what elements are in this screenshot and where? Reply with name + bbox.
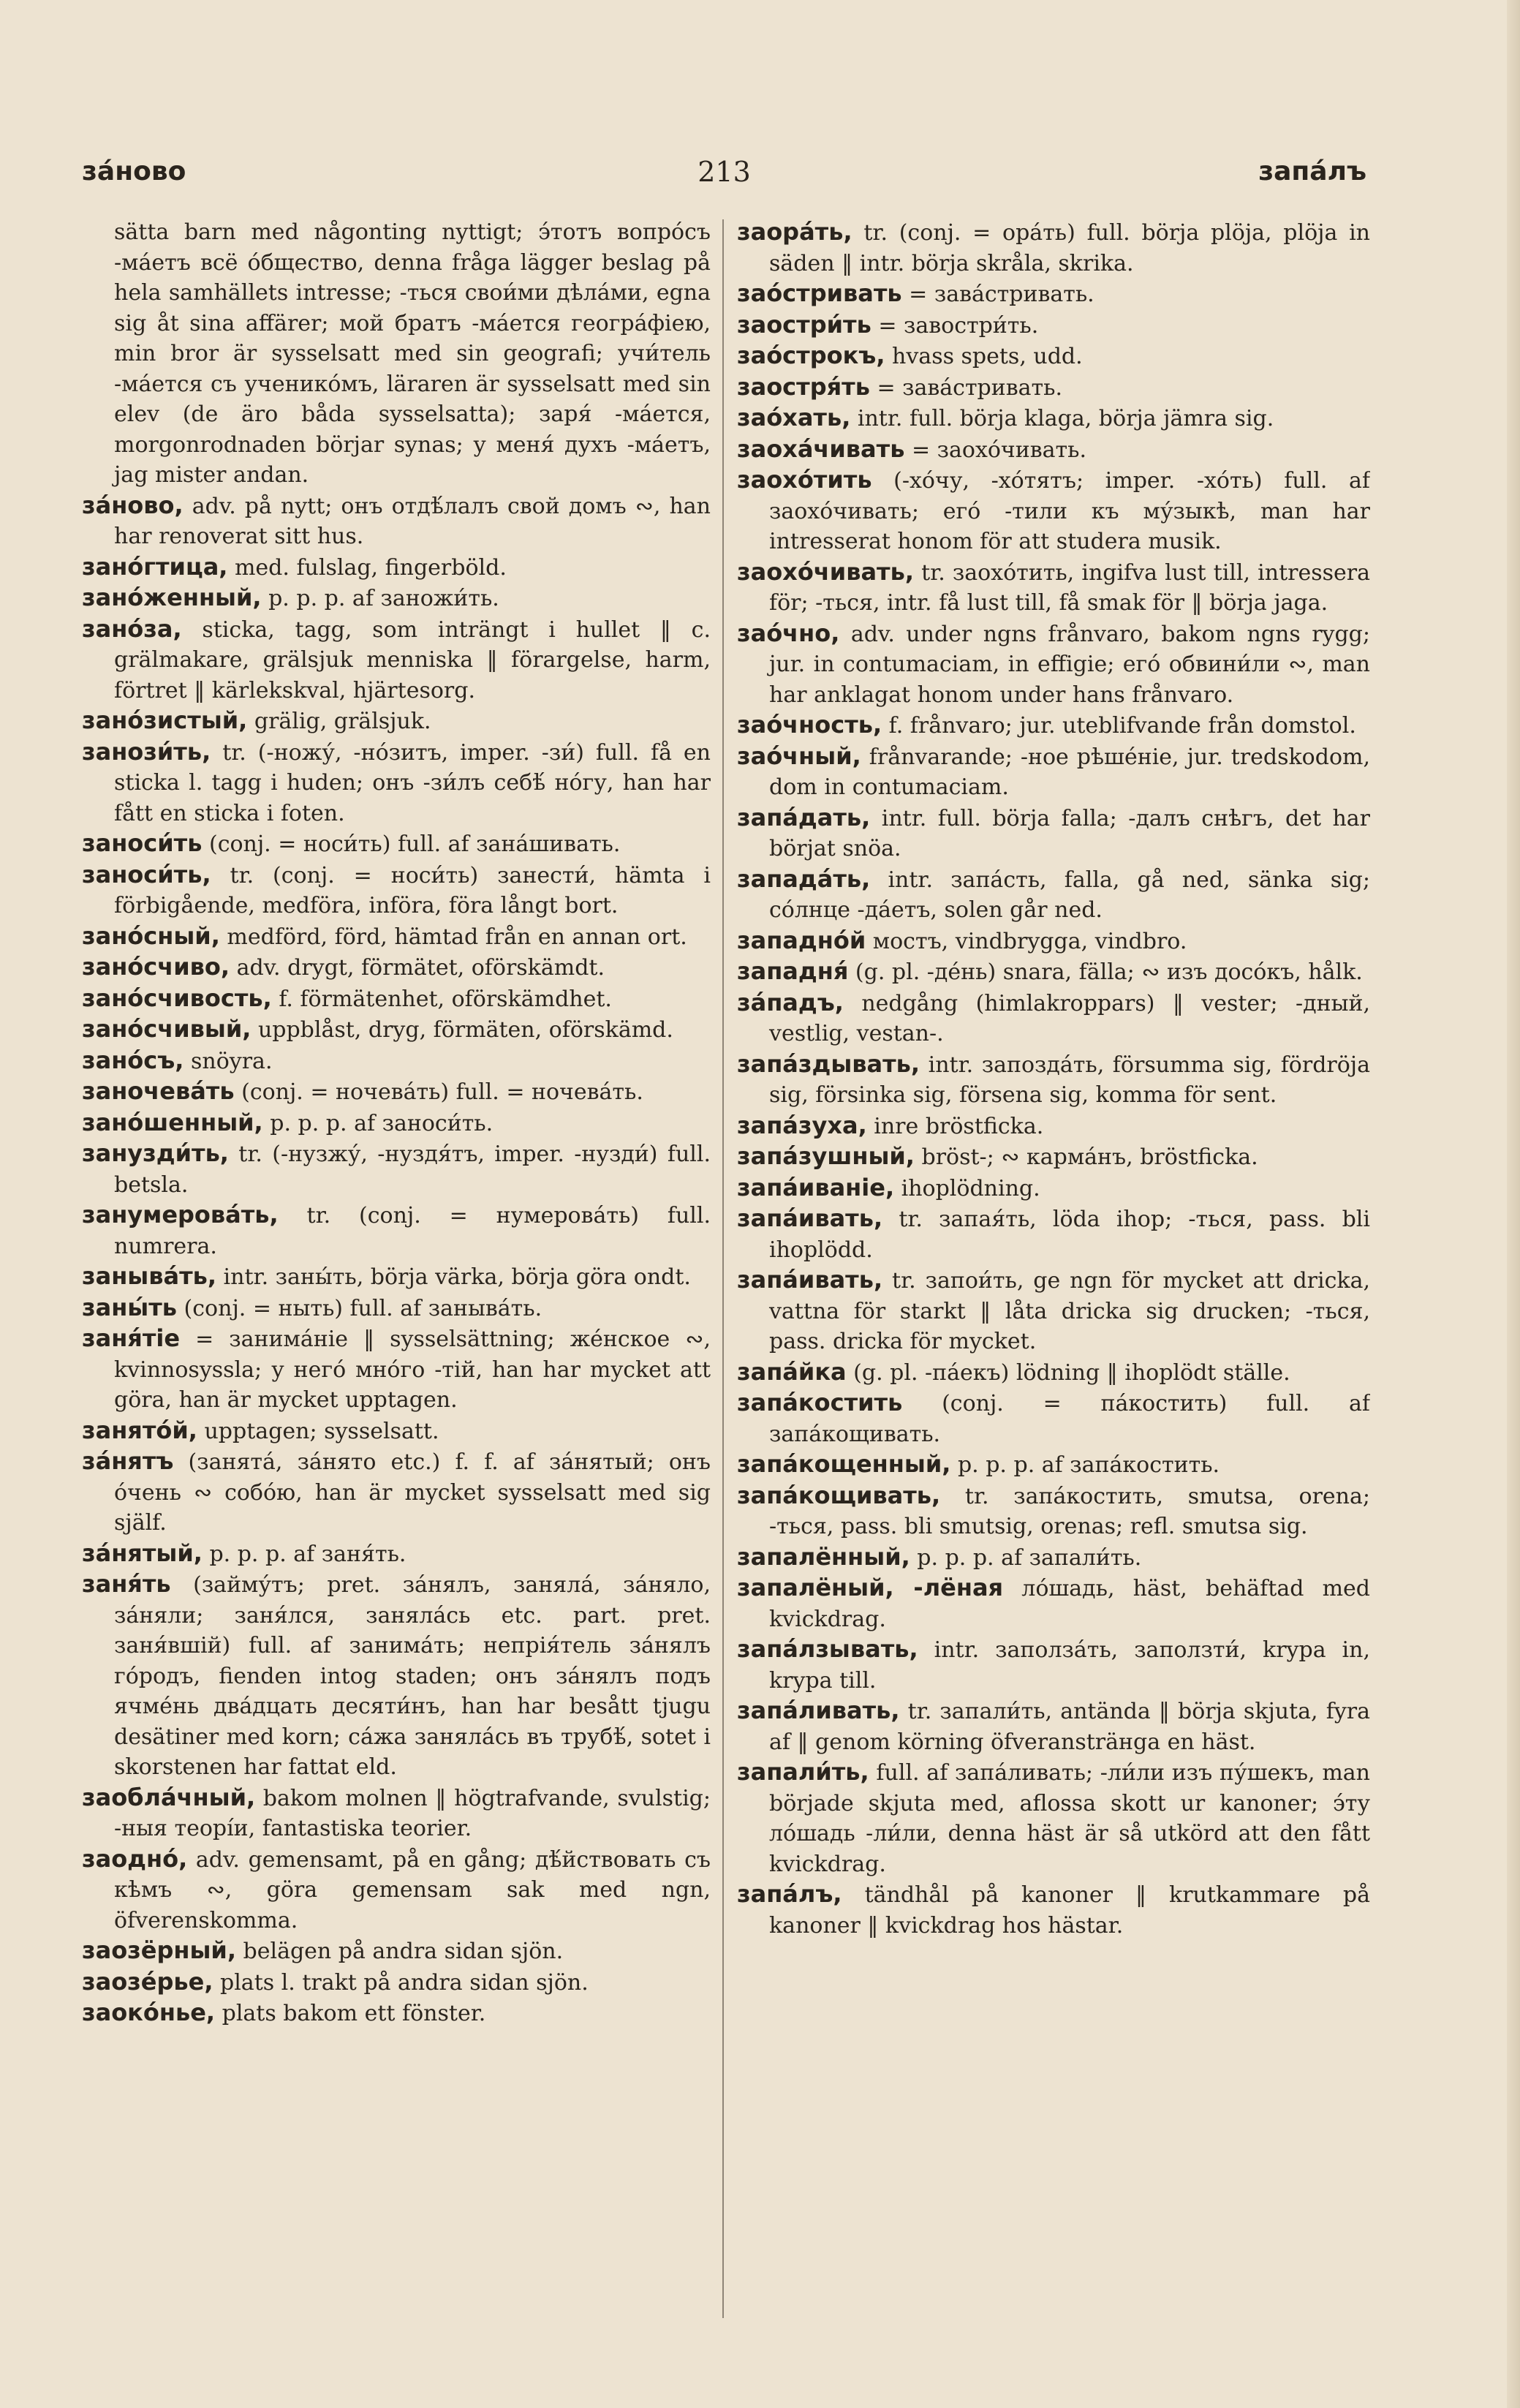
entry-definition: hvass spets, udd. <box>885 344 1083 369</box>
entry-headword: заоха́чивать <box>737 434 905 463</box>
entry-headword: за́ново, <box>82 491 184 519</box>
entry-definition: мостъ, vindbrygga, vindbro. <box>866 928 1187 954</box>
dictionary-entry <box>737 1265 1370 1357</box>
dictionary-entry <box>737 279 1370 310</box>
dictionary-entry <box>82 1446 711 1539</box>
entry-definition: med. fulslag, fingerböld. <box>227 554 507 581</box>
entry-headword: зао́стривать <box>737 279 902 307</box>
dictionary-entry <box>82 921 711 953</box>
entry-definition: inre bröstficka. <box>866 1113 1044 1139</box>
entry-headword: западно́й <box>737 926 866 954</box>
dictionary-entry <box>737 1357 1370 1389</box>
entry-headword: зано́гтица, <box>82 552 228 581</box>
entry-headword: заня́тіе <box>82 1324 181 1352</box>
entry-headword: западня́ <box>737 957 849 985</box>
page-number: 213 <box>697 156 751 188</box>
dictionary-entry <box>737 341 1370 372</box>
entry-headword: заобла́чный, <box>82 1783 256 1811</box>
entry-definition: intr. заполза́ть, заползти́, krypa in, krypa till. <box>769 1637 1370 1694</box>
dictionary-entry <box>82 1139 711 1200</box>
entry-definition: adv. under ngns frånvaro, bakom ngns rygg; jur. in contumaciam, in effigie; его́ обвини́ли ∾, man har anklagat honom under hans frånvaro. <box>769 621 1370 708</box>
dictionary-entry <box>82 1108 711 1139</box>
left-column <box>82 217 711 2338</box>
entry-definition: f. frånvaro; jur. uteblifvande från domstol. <box>882 713 1356 739</box>
entry-headword: запа́дать, <box>737 803 871 831</box>
dictionary-entry <box>82 1076 711 1108</box>
entry-definition: frånvarande; -ное рѣше́ніе, jur. tredskodom, dom in contumaciam. <box>769 744 1370 800</box>
entry-definition: = зава́стривать. <box>901 282 1094 307</box>
entry-headword: зано́женный, <box>82 584 262 611</box>
entry-definition: tr. запали́ть, antända ‖ börja skjuta, fyra af ‖ genom körning öfveransträнga en häst. <box>769 1699 1370 1755</box>
entry-headword: занузди́ть, <box>82 1139 229 1167</box>
dictionary-entry <box>82 583 711 614</box>
dictionary-entry <box>82 706 711 737</box>
entry-headword: занози́ть, <box>82 737 211 766</box>
entry-definition: (conj. = ночева́ть) full. = ночева́ть. <box>234 1079 643 1105</box>
entry-definition: snöyra. <box>184 1048 273 1074</box>
entry-definition: tr. (conj. = ора́ть) full. börja plöja, plöja in säden ‖ intr. börja skråla, skrika. <box>769 220 1370 276</box>
entry-headword: запа́кощивать, <box>737 1481 941 1509</box>
entry-headword: запа́зуха, <box>737 1111 867 1139</box>
entry-headword: запалённый, <box>737 1542 910 1571</box>
entry-definition: (займу́тъ; pret. за́нялъ, заняла́, за́няло, за́няли; заня́лся, заняла́сь etc. part. pret. заня́вшій) full. af занима́ть; непрія́тель за́нялъ го́родъ, fienden intog staden; онъ за́нялъ подъ ячме́нь два́дцать десяти́нъ, han har besått tjugu desätiner med korn; са́жа заняла́сь въ трубѣ́, sotet i skorstenen har fattat eld. <box>114 1572 711 1780</box>
entry-headword: запада́ть, <box>737 864 871 893</box>
entry-definition: = занима́ніе ‖ sysselsättning; же́нское ∾, kvinnosyssla; у него́ мно́го -тій, han har mycket att göra, han är mycket upptagen. <box>114 1326 711 1413</box>
page-edge <box>1507 0 1520 2408</box>
entry-headword: запа́ивать, <box>737 1266 883 1294</box>
entry-definition: tr. заохо́тить, ingifva lust till, intressera för; -ться, intr. få lust till, få smak för ‖ börja jaga. <box>769 559 1370 616</box>
dictionary-entry <box>737 741 1370 803</box>
dictionary-entry <box>82 1569 711 1783</box>
dictionary-entry <box>82 737 711 829</box>
entry-headword: заночева́ть <box>82 1077 235 1105</box>
entry-definition: (conj. = ныть) full. af заныва́ть. <box>177 1295 542 1321</box>
dictionary-entry <box>82 1046 711 1077</box>
dictionary-entry <box>82 1539 711 1570</box>
entry-definition: full. af запа́ливать; -ли́ли изъ пу́шекъ, man började skjuta med, aflossa skott ur kanoner; э́ту ло́шадь -ли́ли, denna häst är så utkörd att den fått kvickdrag. <box>769 1760 1370 1877</box>
entry-headword: запа́костить <box>737 1389 903 1416</box>
entry-headword: запалёный, -лёная <box>737 1574 1004 1601</box>
dictionary-entry <box>737 403 1370 434</box>
entry-headword: заня́ть <box>82 1570 171 1598</box>
dictionary-entry <box>82 1324 711 1416</box>
entry-headword: зао́хать, <box>737 404 851 431</box>
entry-definition: tr. запои́ть, ge ngn för mycket att dricka, vattna för starkt ‖ låta dricka sig drucken; -ться, pass. dricka för mycket. <box>769 1268 1370 1354</box>
entry-headword: запа́иваніе, <box>737 1173 895 1201</box>
dictionary-entry <box>82 1261 711 1293</box>
entry-definition: belägen på andra sidan sjön. <box>236 1939 564 1964</box>
entry-headword: зано́счивость, <box>82 984 272 1012</box>
entry-definition: p. p. p. af запали́ть. <box>910 1544 1142 1571</box>
dictionary-entry <box>82 491 711 552</box>
entry-definition: plats l. trakt på andra sidan sjön. <box>213 1969 589 1996</box>
entry-headword: зао́чный, <box>737 741 861 770</box>
dictionary-entry <box>82 1783 711 1844</box>
dictionary-entry <box>737 956 1370 988</box>
entry-headword: зао́чность, <box>737 711 882 739</box>
dictionary-entry <box>82 984 711 1015</box>
dictionary-entry <box>737 372 1370 404</box>
entry-headword: зао́строкъ, <box>737 341 885 369</box>
entry-definition: intr. запа́сть, falla, gå ned, sänka sig; со́лнце -да́етъ, solen går ned. <box>769 867 1370 923</box>
entry-definition: adv. drygt, förmätet, oförskämdt. <box>230 955 605 981</box>
entry-headword: зано́сный, <box>82 921 220 950</box>
entry-definition: = заохо́чивать. <box>904 437 1086 463</box>
entry-headword: запа́ливать, <box>737 1696 900 1724</box>
entry-headword: заохо́тить <box>737 466 872 494</box>
entry-headword: заозе́рье, <box>82 1967 213 1996</box>
dictionary-entry <box>737 310 1370 341</box>
dictionary-entry <box>737 1204 1370 1265</box>
entry-definition: = зава́стривать. <box>869 374 1062 401</box>
dictionary-entry <box>737 1542 1370 1574</box>
dictionary-entry <box>737 1049 1370 1111</box>
entry-definition: p. p. p. af заножи́ть. <box>261 586 499 611</box>
entry-headword: запа́кощенный, <box>737 1450 951 1478</box>
entry-definition: tr. запа́костить, smutsa, orena; -ться, pass. bli smutsig, orenas; refl. smutsa sig. <box>769 1483 1370 1539</box>
entry-definition: tändhål på kanoner ‖ krutkammare på kanoner ‖ kvickdrag hos hästar. <box>769 1882 1370 1939</box>
entry-headword: заноси́ть <box>82 829 203 857</box>
entry-headword: запа́йка <box>737 1357 847 1386</box>
entry-definition: grälig, grälsjuk. <box>247 709 431 734</box>
entry-definition: (conj. = носи́ть) full. af зана́шивать. <box>202 831 621 857</box>
entry-headword: зано́за, <box>82 614 182 643</box>
entry-definition: bakom molnen ‖ högtrafvande, svulstig; -ныя теорі́и, fantastiska teorier. <box>114 1785 711 1841</box>
header-left-headword: за́ново <box>82 156 186 186</box>
entry-headword: зано́зистый, <box>82 706 248 734</box>
dictionary-entry <box>737 1449 1370 1481</box>
dictionary-entry <box>82 1844 711 1936</box>
entry-definition: ihoplödning. <box>894 1175 1040 1201</box>
dictionary-entry <box>82 1200 711 1261</box>
column-divider <box>722 219 724 2318</box>
dictionary-entry <box>737 1111 1370 1142</box>
entry-definition: medförd, förd, hämtad från en annan ort. <box>219 924 687 950</box>
entry-definition: intr. full. börja klaga, börja jämra sig. <box>850 406 1274 431</box>
entry-headword: заны́ть <box>82 1293 178 1321</box>
entry-definition: bröst-; ∾ карма́нъ, bröstficka. <box>914 1144 1258 1170</box>
entry-definition: tr. (conj. = нумерова́ть) full. numrera. <box>114 1203 711 1259</box>
dictionary-entry <box>82 1936 711 1967</box>
entry-headword: за́нятый, <box>82 1539 203 1567</box>
entry-definition: sätta barn med någonting nyttigt; э́тотъ вопро́съ -ма́етъ всё о́бщество, denna fråga lägger beslag på hela samhällets intresse; -ться свои́ми дѣла́ми, egna sig åt sina affärer; мой братъ -ма́ется геогра́фіею, min bror är sysselsatt med sin geografi; учи́тель -ма́ется съ ученико́мъ, läraren är sysselsatt med sin elev (de äro båda sysselsatta); заря́ -ма́ется, morgonrodnaden börjar synas; у меня́ духъ -ма́етъ, jag mister andan. <box>114 219 711 488</box>
entry-headword: заныва́ть, <box>82 1262 217 1290</box>
entry-headword: занумерова́ть, <box>82 1201 279 1228</box>
entry-definition: (conj. = па́костить) full. af запа́кощивать. <box>769 1391 1370 1447</box>
entry-headword: запа́зушный, <box>737 1142 915 1170</box>
entry-definition: p. p. p. af запа́костить. <box>950 1452 1220 1478</box>
entry-definition: nedgång (himlakroppars) ‖ vester; -дный, vestlig, vestan-. <box>769 990 1370 1046</box>
dictionary-entry <box>737 434 1370 466</box>
entry-headword: зано́шенный, <box>82 1108 263 1136</box>
dictionary-entry <box>82 860 711 921</box>
entry-headword: запа́ивать, <box>737 1204 883 1232</box>
entry-definition: sticka, tagg, som inträngt i hullet ‖ c. grälmakare, grälsjuk menniska ‖ förargelse, harm, förtret ‖ kärlekskval, hjärtesorg. <box>114 616 711 703</box>
entry-headword: зао́чно, <box>737 619 840 647</box>
entry-definition: (занята́, за́нято etc.) f. f. af за́нятый; онъ о́чень ∾ собо́ю, han är mycket sysselsatt med sig själf. <box>114 1449 711 1536</box>
entry-headword: зано́съ, <box>82 1046 184 1074</box>
entry-headword: заоко́нье, <box>82 1999 216 2026</box>
dictionary-entry <box>737 1757 1370 1879</box>
entry-definition: (-хо́чу, -хо́тятъ; imper. -хо́ть) full. af заохо́чивать; его́ -тили къ му́зыкѣ, man har intresserat honom för att studera musik. <box>769 468 1370 554</box>
dictionary-entry <box>737 803 1370 864</box>
entry-definition: upptagen; sysselsatt. <box>197 1418 439 1444</box>
entry-definition: (g. pl. -па́екъ) lödning ‖ ihoplödt ställe. <box>846 1359 1290 1386</box>
entry-headword: запа́здывать, <box>737 1049 920 1078</box>
dictionary-entry <box>82 217 711 491</box>
dictionary-entry <box>737 1696 1370 1757</box>
entry-definition: tr. (conj. = носи́ть) занести́, hämta i förbigående, medföra, införa, föra långt bort. <box>114 862 711 918</box>
dictionary-entry <box>737 465 1370 557</box>
dictionary-entry <box>737 926 1370 957</box>
entry-headword: запали́ть, <box>737 1758 869 1786</box>
entry-definition: p. p. p. af заноси́ть. <box>262 1110 494 1136</box>
entry-definition: plats bakom ett fönster. <box>215 2001 486 2026</box>
entry-definition: (g. pl. -де́нь) snara, fälla; ∾ изъ досо́къ, hålk. <box>848 959 1363 985</box>
entry-headword: заозёрный, <box>82 1936 236 1964</box>
page-header <box>82 150 1366 194</box>
right-column <box>737 217 1370 2338</box>
entry-headword: заноси́ть, <box>82 860 211 888</box>
dictionary-entry <box>82 1967 711 1999</box>
entry-headword: заодно́, <box>82 1844 188 1873</box>
entry-definition: tr. (-нузжу́, -нуздя́тъ, imper. -нузди́) full. betsla. <box>114 1141 711 1198</box>
dictionary-entry <box>737 217 1370 279</box>
entry-headword: зано́счиво, <box>82 953 230 981</box>
dictionary-entry <box>737 1879 1370 1941</box>
dictionary-entry <box>82 1416 711 1447</box>
dictionary-entry <box>737 619 1370 711</box>
entry-definition: tr. запая́ть, löda ihop; -ться, pass. bli ihoplödd. <box>769 1207 1370 1263</box>
entry-headword: за́нятъ <box>82 1447 174 1475</box>
entry-headword: заостри́ть <box>737 310 871 339</box>
entry-definition: f. förmätenhet, oförskämdhet. <box>271 986 612 1012</box>
entry-headword: за́падъ, <box>737 988 844 1016</box>
dictionary-entry <box>737 1634 1370 1696</box>
dictionary-entry <box>737 557 1370 619</box>
entry-definition: p. p. p. af заня́ть. <box>202 1541 407 1567</box>
entry-headword: заохо́чивать, <box>737 557 914 586</box>
entry-definition: adv. gemensamt, på en gång; дѣ́йствовать съ кѣмъ ∾, göra gemensam sak med ngn, öfverenskomma. <box>114 1846 711 1933</box>
dictionary-entry <box>737 1481 1370 1542</box>
entry-definition: intr. full. börja falla; -далъ снѣгъ, det har börjat snöa. <box>769 805 1370 861</box>
dictionary-entry <box>82 829 711 860</box>
dictionary-entry <box>737 1141 1370 1173</box>
dictionary-entry <box>737 1388 1370 1449</box>
entry-definition: adv. på nytt; онъ отдѣ́лалъ свой домъ ∾, han har renoverat sitt hus. <box>114 493 711 549</box>
dictionary-entry <box>82 1293 711 1324</box>
dictionary-entry <box>737 864 1370 926</box>
dictionary-entry <box>82 952 711 984</box>
entry-definition: uppblåst, dryg, förmäten, oförskämd. <box>251 1017 673 1043</box>
dictionary-entry <box>82 1014 711 1046</box>
entry-headword: зано́счивый, <box>82 1015 252 1043</box>
dictionary-entry <box>82 1998 711 2029</box>
entry-headword: заостря́ть <box>737 372 870 401</box>
entry-definition: = завостри́ть. <box>871 312 1039 339</box>
entry-definition: ло́шадь, häst, behäftad med kvickdrag. <box>769 1576 1370 1632</box>
header-right-headword: запа́лъ <box>1258 156 1366 186</box>
entry-headword: заора́ть, <box>737 218 852 246</box>
entry-definition: intr. запозда́ть, försumma sig, fördröja sig, försinka sig, försena sig, komma för sent. <box>769 1052 1370 1108</box>
dictionary-entry <box>82 614 711 706</box>
dictionary-entry <box>737 1173 1370 1204</box>
dictionary-entry <box>737 710 1370 741</box>
entry-headword: занято́й, <box>82 1416 197 1444</box>
dictionary-entry <box>737 988 1370 1049</box>
entry-definition: intr. заны́ть, börja värka, börja göra ondt. <box>216 1264 691 1290</box>
entry-headword: запа́лъ, <box>737 1880 842 1908</box>
entry-headword: запа́лзывать, <box>737 1635 918 1663</box>
dictionary-entry <box>82 552 711 584</box>
dictionary-entry <box>737 1573 1370 1634</box>
entry-definition: tr. (-ножу́, -но́зитъ, imper. -зи́) full. få en sticka l. tagg i huden; онъ -зи́лъ себѣ́ но́гу, han har fått en sticka i foten. <box>114 739 711 826</box>
